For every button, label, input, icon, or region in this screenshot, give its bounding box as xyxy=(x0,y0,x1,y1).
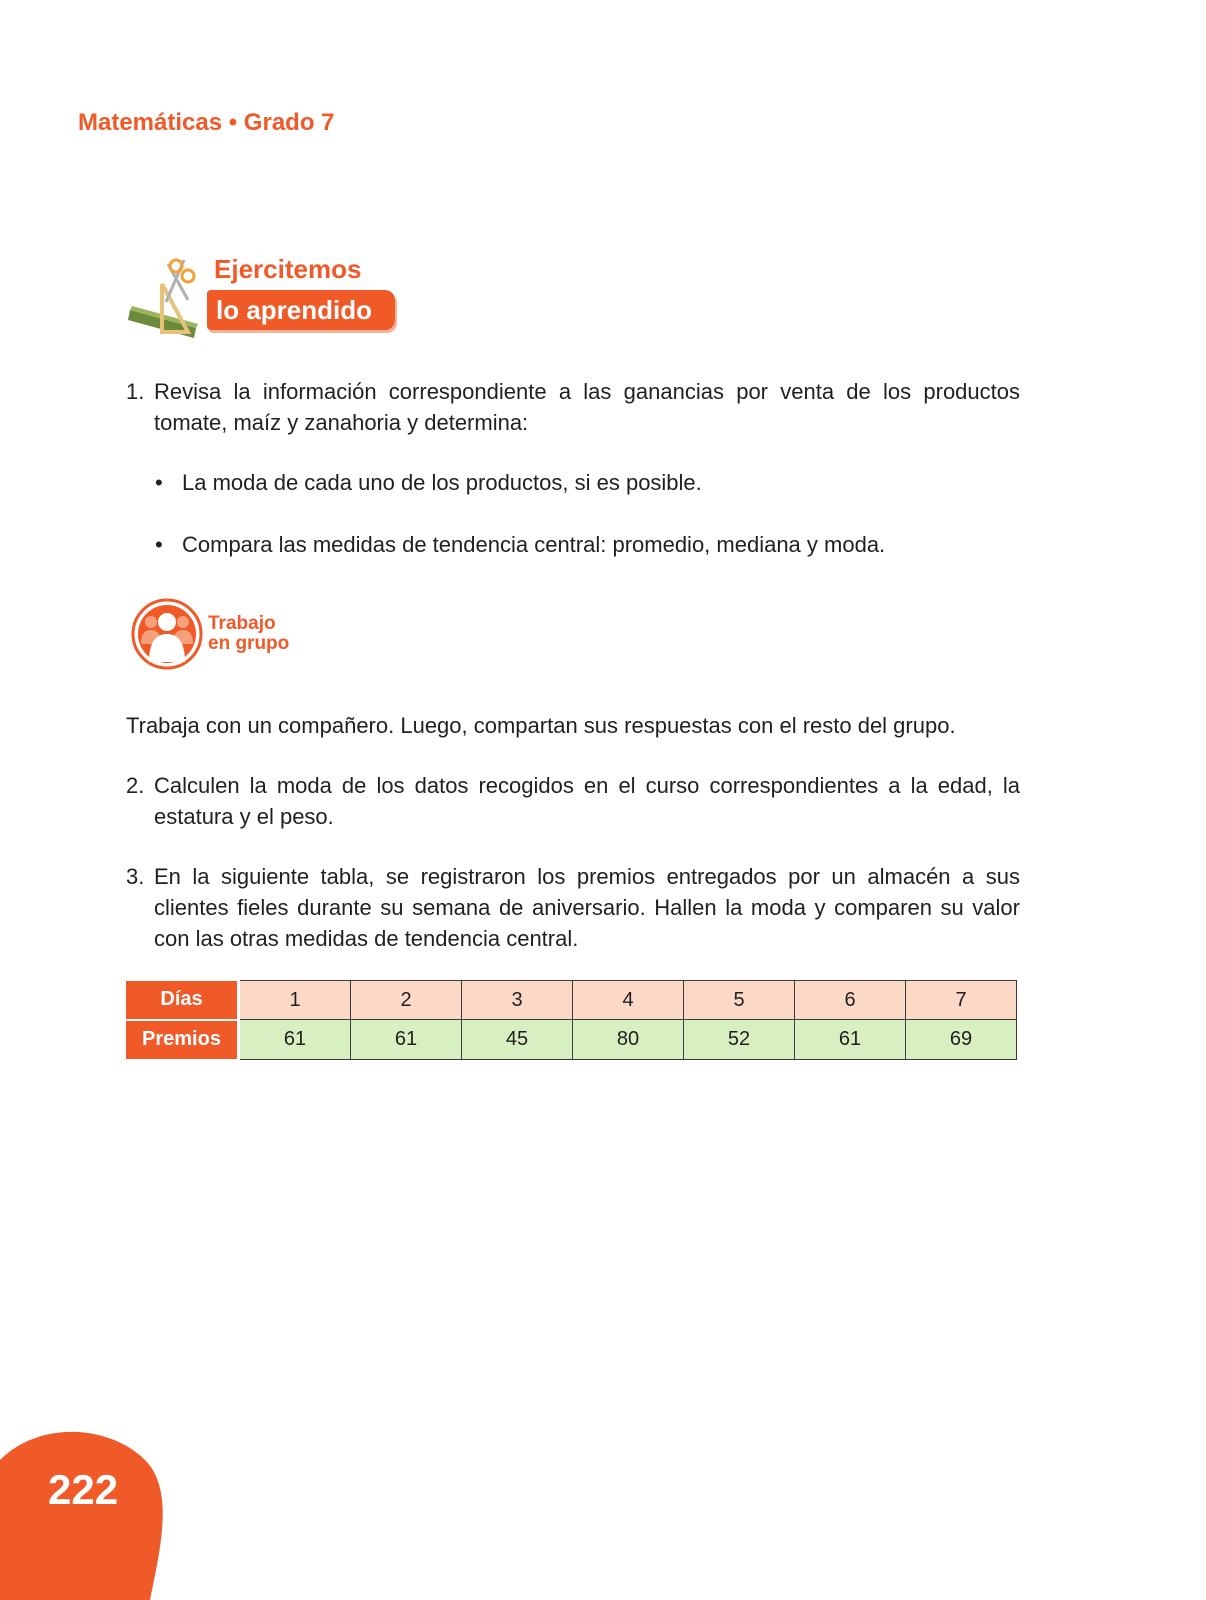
table-cell: 4 xyxy=(573,981,684,1020)
table-row-dias xyxy=(126,981,1017,1020)
table-cell: 80 xyxy=(573,1020,684,1060)
exercise-text: En la siguiente tabla, se registraron los premios entregados por un almacén a sus clientes fieles durante su semana de aniversario. Hallen la moda y comparen su valor con las otras medidas de tendencia central. xyxy=(154,864,1020,951)
table-cell: 61 xyxy=(795,1020,906,1060)
row-header-dias: Días xyxy=(126,981,239,1020)
group-work-icon xyxy=(131,598,203,670)
ejercitemos-heading xyxy=(126,250,406,340)
instruction-paragraph: Trabaja con un compañero. Luego, compartan sus respuestas con el resto del grupo. xyxy=(126,713,956,738)
table-cell: 1 xyxy=(239,981,351,1020)
table-cell: 61 xyxy=(239,1020,351,1060)
prizes-table xyxy=(126,980,1017,1061)
ruler-scissors-icon xyxy=(126,254,210,338)
page-number: 222 xyxy=(48,1466,119,1513)
table-cell: 7 xyxy=(906,981,1017,1020)
table-row-premios xyxy=(126,1020,1017,1060)
group-work-title: Trabajo xyxy=(208,613,276,634)
bullet-icon: • xyxy=(155,532,163,557)
row-header-premios: Premios xyxy=(126,1020,239,1060)
bullet-text: La moda de cada uno de los productos, si es posible. xyxy=(182,470,702,495)
ejercitemos-title: Ejercitemos xyxy=(214,254,362,284)
table-cell: 52 xyxy=(684,1020,795,1060)
exercise-number: 2. xyxy=(126,773,145,798)
table-cell: 69 xyxy=(906,1020,1017,1060)
page-number-badge xyxy=(0,1430,170,1600)
exercise-text: Calculen la moda de los datos recogidos en el curso correspondientes a la edad, la estatura y el peso. xyxy=(154,773,1020,829)
table-cell: 61 xyxy=(351,1020,462,1060)
table-cell: 45 xyxy=(462,1020,573,1060)
exercise-text: Revisa la información correspondiente a las ganancias por venta de los productos tomate, maíz y zanahoria y determina: xyxy=(154,379,1020,435)
running-head: Matemáticas • Grado 7 xyxy=(78,109,335,136)
exercise-number: 1. xyxy=(126,379,145,404)
bullet-text: Compara las medidas de tendencia central: promedio, mediana y moda. xyxy=(182,532,886,557)
bullet-icon: • xyxy=(155,470,163,495)
exercise-number: 3. xyxy=(126,864,145,889)
ejercitemos-subtitle: lo aprendido xyxy=(216,295,372,325)
table-cell: 2 xyxy=(351,981,462,1020)
table-cell: 5 xyxy=(684,981,795,1020)
table-cell: 6 xyxy=(795,981,906,1020)
table-cell: 3 xyxy=(462,981,573,1020)
group-work-subtitle: en grupo xyxy=(208,633,290,654)
